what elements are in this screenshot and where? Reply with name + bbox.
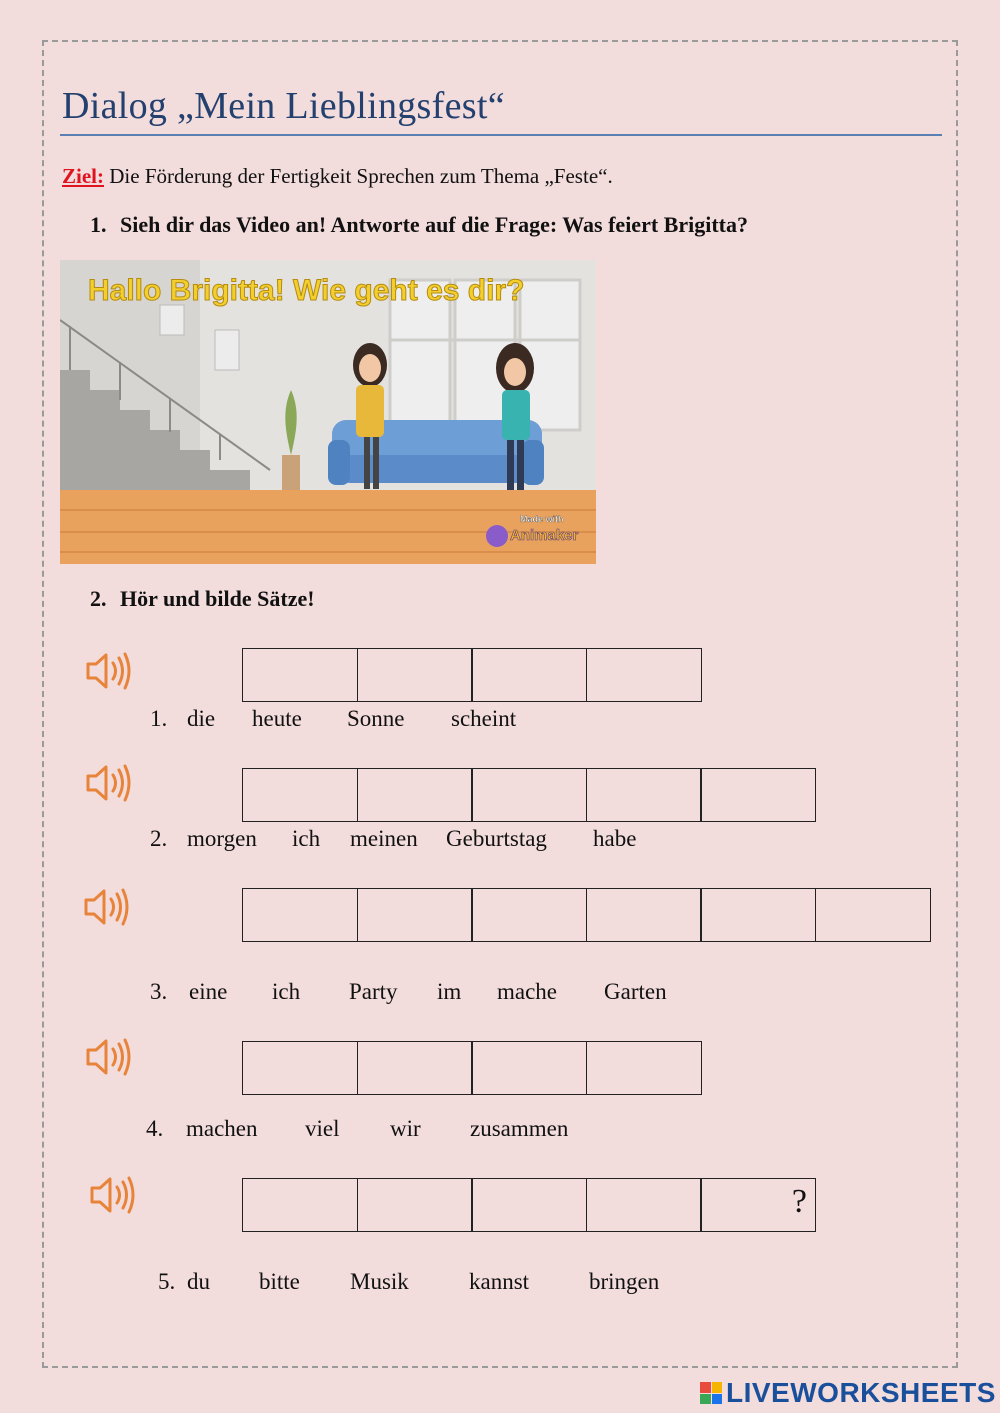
word-tile[interactable]: Musik <box>350 1269 409 1294</box>
word-tile[interactable]: wir <box>390 1116 421 1141</box>
answer-slot[interactable] <box>586 1041 702 1095</box>
answer-slot[interactable] <box>357 1041 473 1095</box>
liveworksheets-icon <box>700 1382 722 1404</box>
exercise-number: 3. <box>150 979 168 1004</box>
answer-slot[interactable] <box>357 1178 473 1232</box>
word-tile[interactable]: kannst <box>469 1269 530 1294</box>
word-tile[interactable]: im <box>437 979 462 1004</box>
word-tile[interactable]: mache <box>497 979 558 1004</box>
word-tile[interactable]: scheint <box>451 706 517 731</box>
answer-slot[interactable] <box>700 768 816 822</box>
question-mark: ? <box>791 1183 807 1220</box>
answer-slot[interactable] <box>357 648 473 702</box>
word-tile[interactable]: habe <box>593 826 637 851</box>
answer-slot[interactable] <box>357 888 473 942</box>
answer-slot[interactable] <box>586 768 702 822</box>
speaker-icon[interactable] <box>82 646 132 696</box>
video-badge-brand: Animaker <box>510 527 579 544</box>
word-tile[interactable]: morgen <box>187 826 257 851</box>
answer-row-3 <box>242 888 929 942</box>
task-1-instruction <box>90 212 748 238</box>
task-text: Sieh dir das Video an! Antworte auf die Frage: Was feiert Brigitta? <box>120 212 748 237</box>
word-tile[interactable]: Geburtstag <box>446 826 547 851</box>
video-badge-small: Made with <box>520 514 564 524</box>
liveworksheets-logo[interactable] <box>700 1378 996 1408</box>
word-tile[interactable]: meinen <box>350 826 418 851</box>
word-tile[interactable]: zusammen <box>470 1116 569 1141</box>
speaker-icon[interactable] <box>82 758 132 808</box>
word-tile[interactable]: bringen <box>589 1269 660 1294</box>
page-border <box>42 40 958 1368</box>
exercise-number: 4. <box>146 1116 164 1141</box>
goal-line <box>62 164 613 189</box>
speaker-icon[interactable] <box>86 1170 136 1220</box>
answer-slot[interactable] <box>471 648 587 702</box>
answer-slot[interactable] <box>815 888 931 942</box>
answer-slot[interactable] <box>242 888 358 942</box>
video-scene <box>60 260 596 564</box>
answer-slot[interactable] <box>586 648 702 702</box>
word-tile[interactable]: machen <box>186 1116 258 1141</box>
answer-slot[interactable] <box>586 1178 702 1232</box>
goal-text: Die Förderung der Fertigkeit Sprechen zum Thema „Feste“. <box>104 164 613 188</box>
word-tile[interactable]: die <box>187 706 216 731</box>
word-tile[interactable]: bitte <box>259 1269 300 1294</box>
answer-slot[interactable] <box>471 1041 587 1095</box>
answer-slot[interactable] <box>700 1178 816 1232</box>
exercise-number: 2. <box>150 826 168 851</box>
answer-row-5 <box>242 1178 815 1232</box>
exercise-number: 1. <box>150 706 168 731</box>
answer-slot[interactable] <box>242 1041 358 1095</box>
word-tile[interactable]: du <box>187 1269 210 1294</box>
answer-row-4 <box>242 1041 700 1095</box>
word-tile[interactable]: heute <box>252 706 302 731</box>
video-caption: Hallo Brigitta! Wie geht es dir? <box>88 274 525 307</box>
answer-row-1 <box>242 648 700 702</box>
word-tile[interactable]: ich <box>272 979 301 1004</box>
page-title: Dialog „Mein Lieblingsfest“ <box>62 85 505 127</box>
exercise-number: 5. <box>158 1269 176 1294</box>
answer-slot[interactable] <box>700 888 816 942</box>
answer-row-2 <box>242 768 815 822</box>
answer-slot[interactable] <box>242 1178 358 1232</box>
word-tile[interactable]: eine <box>189 979 228 1004</box>
answer-slot[interactable] <box>242 648 358 702</box>
word-tile[interactable]: Sonne <box>347 706 405 731</box>
task-number: 1. <box>90 212 107 237</box>
speaker-icon[interactable] <box>82 1032 132 1082</box>
word-tile[interactable]: Garten <box>604 979 667 1004</box>
title-divider <box>60 134 942 136</box>
brand-text: LIVEWORKSHEETS <box>726 1377 996 1408</box>
answer-slot[interactable] <box>357 768 473 822</box>
goal-label: Ziel: <box>62 164 104 188</box>
task-2-instruction <box>90 586 315 612</box>
speaker-icon[interactable] <box>80 882 130 932</box>
answer-slot[interactable] <box>471 1178 587 1232</box>
task-text: Hör und bilde Sätze! <box>120 586 315 611</box>
word-tile[interactable]: ich <box>292 826 321 851</box>
video-player[interactable] <box>60 260 596 564</box>
answer-slot[interactable] <box>471 768 587 822</box>
answer-slot[interactable] <box>586 888 702 942</box>
task-number: 2. <box>90 586 107 611</box>
word-tile[interactable]: Party <box>349 979 398 1004</box>
answer-slot[interactable] <box>242 768 358 822</box>
answer-slot[interactable] <box>471 888 587 942</box>
word-tile[interactable]: viel <box>305 1116 340 1141</box>
